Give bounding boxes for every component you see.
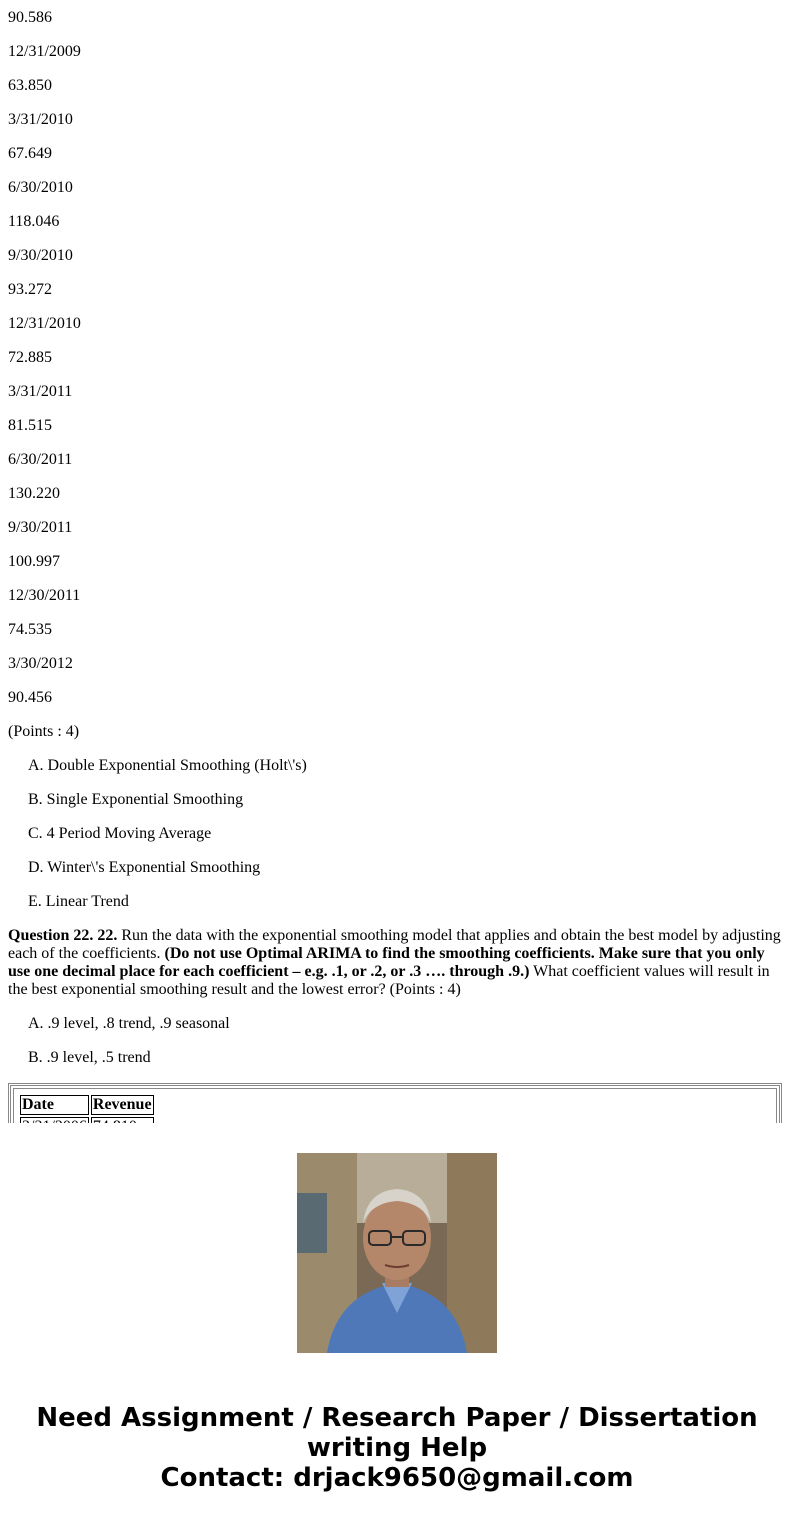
data-line: 3/31/2011 [8,383,73,400]
data-line: 100.997 [8,553,60,570]
data-line: 12/31/2009 [8,43,81,60]
data-line: 74.535 [8,621,52,638]
answer-option[interactable]: B. .9 level, .5 trend [28,1049,151,1066]
data-line: 63.850 [8,77,52,94]
question-22-label: Question 22. 22. [8,927,118,944]
data-line: 81.515 [8,417,52,434]
data-line: 9/30/2011 [8,519,73,536]
answer-option[interactable]: C. 4 Period Moving Average [28,825,212,842]
contact-banner-line-1: Need Assignment / Research Paper / Dissertation [36,1403,758,1433]
data-line: 3/31/2010 [8,111,73,128]
author-photo [297,1153,497,1353]
data-line: 3/30/2012 [8,655,73,672]
data-line: 67.649 [8,145,52,162]
data-line: 118.046 [8,213,60,230]
answer-option[interactable]: E. Linear Trend [28,893,129,910]
question-22-text: Run the data with the exponential smoothing model that applies and obtain the best model by adjusting each of the coefficients. [8,927,781,962]
answer-option[interactable]: B. Single Exponential Smoothing [28,791,244,808]
answer-option[interactable]: D. Winter\'s Exponential Smoothing [28,859,261,876]
data-line: 9/30/2010 [8,247,73,264]
question-22 [8,927,788,999]
table-header-revenue: Revenue [92,1096,152,1113]
data-line: 12/31/2010 [8,315,81,332]
promo-footer [0,1123,794,1523]
data-line: 12/30/2011 [8,587,81,604]
table-header-date: Date [20,1095,89,1115]
data-line: 90.456 [8,689,52,706]
data-line: 6/30/2010 [8,179,73,196]
points-label: (Points : 4) [8,723,80,740]
contact-email[interactable]: Contact: drjack9650@gmail.com [160,1463,634,1493]
data-line: 90.586 [8,9,52,26]
answer-option[interactable]: A. .9 level, .8 trend, .9 seasonal [28,1015,230,1032]
table-header-row [20,1095,154,1115]
data-line: 130.220 [8,485,60,502]
question-22-instructions: (Do not use Optimal ARIMA to find the smoothing coefficients. Make sure that you only use one decimal place for each coefficient – e.g. .1, or .2, or .3 …. through .9.) [8,945,765,980]
contact-banner [0,1403,794,1493]
contact-banner-line-2: writing Help [306,1433,488,1463]
data-line: 93.272 [8,281,52,298]
data-line: 72.885 [8,349,52,366]
question-22-text-end: What coefficient values will result in the best exponential smoothing result and the lowest error? (Points : 4) [8,963,770,998]
data-line: 6/30/2011 [8,451,73,468]
answer-option[interactable]: A. Double Exponential Smoothing (Holt\'s) [28,757,307,774]
author-portrait-image [297,1153,497,1353]
